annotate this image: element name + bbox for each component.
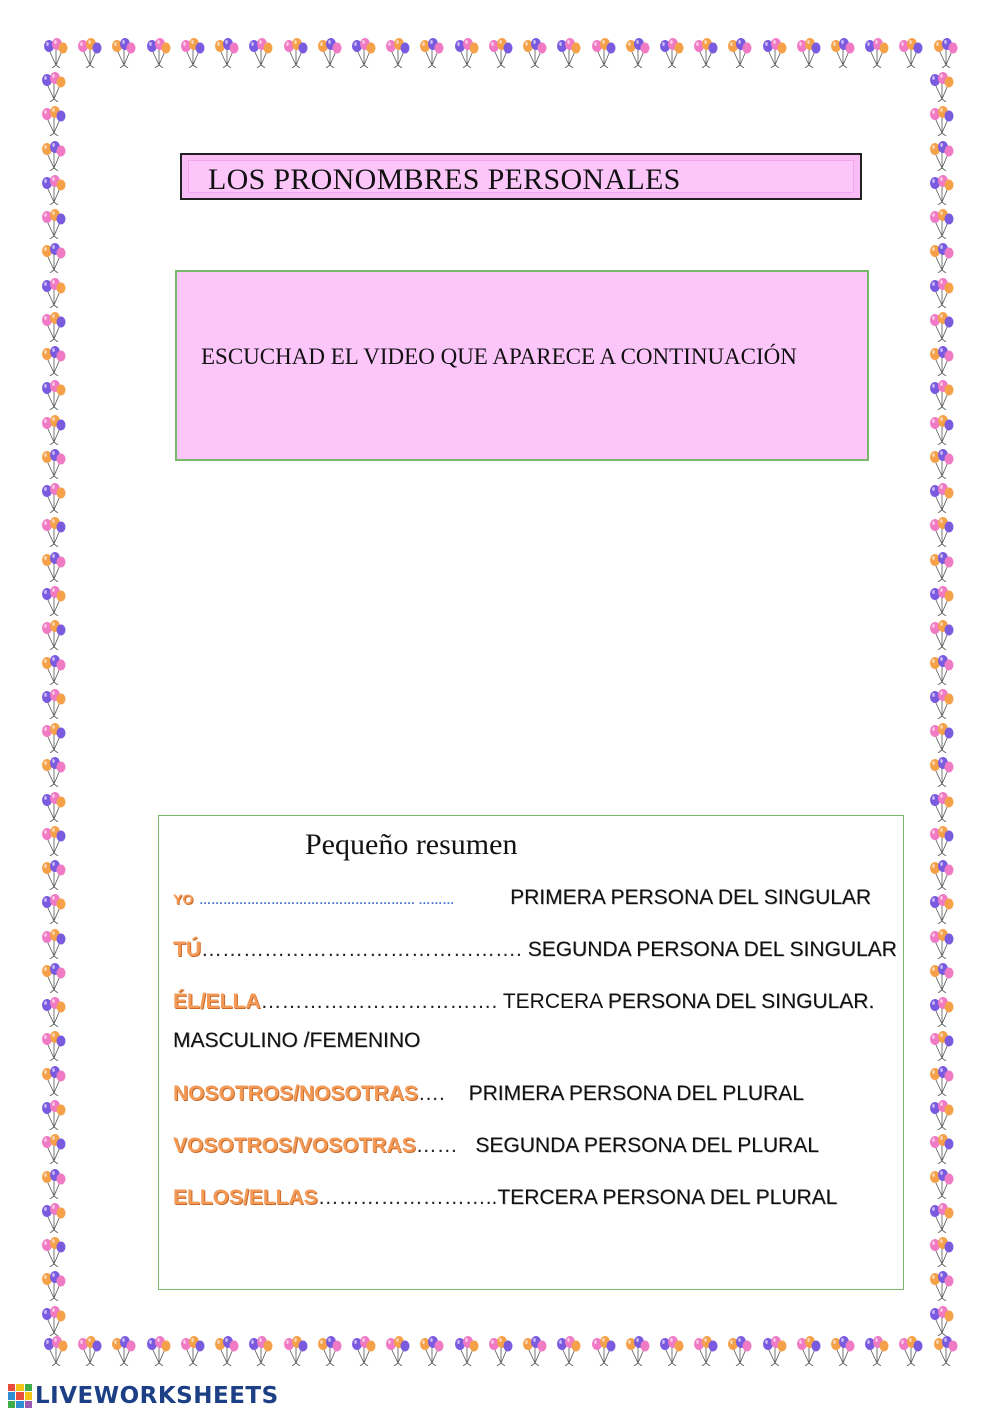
balloon-cluster-icon bbox=[38, 1237, 68, 1267]
pronoun-label: YO bbox=[173, 891, 194, 907]
page-title: LOS PRONOMBRES PERSONALES bbox=[208, 163, 681, 196]
balloon-cluster-icon bbox=[38, 894, 68, 924]
balloon-cluster-icon bbox=[895, 1336, 925, 1366]
balloon-cluster-icon bbox=[38, 1169, 68, 1199]
instruction-text: ESCUCHAD EL VIDEO QUE APARECE A CONTINUACIÓN bbox=[201, 344, 797, 369]
balloon-cluster-icon bbox=[656, 1336, 686, 1366]
balloon-cluster-icon bbox=[177, 1336, 207, 1366]
pronoun-description-part: TERCERA bbox=[502, 990, 602, 1013]
balloon-cluster-icon bbox=[553, 1336, 583, 1366]
balloon-cluster-icon bbox=[519, 38, 549, 68]
balloon-cluster-icon bbox=[926, 380, 956, 410]
balloon-cluster-icon bbox=[451, 38, 481, 68]
balloon-cluster-icon bbox=[724, 1336, 754, 1366]
balloon-cluster-icon bbox=[382, 1336, 412, 1366]
balloon-cluster-icon bbox=[926, 449, 956, 479]
balloon-cluster-icon bbox=[314, 38, 344, 68]
dotted-line: ……………………………. bbox=[260, 990, 498, 1013]
balloon-cluster-icon bbox=[926, 1271, 956, 1301]
pronoun-description: SEGUNDA PERSONA DEL PLURAL bbox=[475, 1134, 819, 1157]
balloon-cluster-icon bbox=[38, 757, 68, 787]
balloon-cluster-icon bbox=[38, 106, 68, 136]
dotted-line: …………………….. bbox=[317, 1186, 498, 1209]
balloon-cluster-icon bbox=[926, 826, 956, 856]
balloon-cluster-icon bbox=[926, 312, 956, 342]
balloon-cluster-icon bbox=[38, 517, 68, 547]
balloon-cluster-icon bbox=[926, 860, 956, 890]
balloon-cluster-icon bbox=[926, 517, 956, 547]
pronoun-label: ÉL/ELLA bbox=[173, 990, 261, 1013]
balloon-cluster-icon bbox=[930, 1336, 960, 1366]
balloon-cluster-icon bbox=[40, 1336, 70, 1366]
summary-row-tu bbox=[173, 938, 897, 962]
balloon-cluster-icon bbox=[38, 209, 68, 239]
balloon-cluster-icon bbox=[38, 723, 68, 753]
dotted-line: ………………………………………. bbox=[201, 938, 522, 961]
balloon-cluster-icon bbox=[38, 1203, 68, 1233]
balloon-cluster-icon bbox=[38, 415, 68, 445]
dotted-line: …. bbox=[418, 1082, 445, 1105]
balloon-cluster-icon bbox=[759, 1336, 789, 1366]
balloon-cluster-icon bbox=[926, 243, 956, 273]
balloon-cluster-icon bbox=[40, 38, 70, 68]
pronoun-description: SEGUNDA PERSONA DEL SINGULAR bbox=[527, 938, 897, 961]
pronoun-label: TÚ bbox=[173, 938, 201, 961]
balloon-cluster-icon bbox=[926, 278, 956, 308]
pronoun-label: ELLOS/ELLAS bbox=[173, 1186, 318, 1209]
balloon-cluster-icon bbox=[926, 757, 956, 787]
balloon-cluster-icon bbox=[926, 209, 956, 239]
balloon-cluster-icon bbox=[74, 1336, 104, 1366]
balloon-cluster-icon bbox=[622, 38, 652, 68]
dotted-line: …… bbox=[415, 1134, 458, 1157]
balloon-cluster-icon bbox=[827, 38, 857, 68]
balloon-cluster-icon bbox=[926, 1100, 956, 1130]
balloon-cluster-icon bbox=[588, 1336, 618, 1366]
balloon-cluster-icon bbox=[930, 38, 960, 68]
balloon-cluster-icon bbox=[38, 620, 68, 650]
balloon-cluster-icon bbox=[588, 38, 618, 68]
balloon-cluster-icon bbox=[38, 1306, 68, 1336]
summary-row-yo bbox=[173, 886, 871, 910]
balloon-cluster-icon bbox=[38, 792, 68, 822]
balloon-cluster-icon bbox=[926, 1134, 956, 1164]
balloon-cluster-icon bbox=[348, 1336, 378, 1366]
balloon-cluster-icon bbox=[926, 106, 956, 136]
balloon-cluster-icon bbox=[926, 1031, 956, 1061]
summary-box bbox=[158, 815, 904, 1290]
balloon-cluster-icon bbox=[245, 1336, 275, 1366]
balloon-cluster-icon bbox=[38, 483, 68, 513]
balloon-cluster-icon bbox=[416, 38, 446, 68]
balloon-cluster-icon bbox=[245, 38, 275, 68]
balloon-cluster-icon bbox=[724, 38, 754, 68]
balloon-cluster-icon bbox=[926, 620, 956, 650]
balloon-cluster-icon bbox=[793, 38, 823, 68]
border-bottom bbox=[40, 1336, 960, 1370]
border-right bbox=[926, 72, 960, 1336]
balloon-cluster-icon bbox=[38, 1100, 68, 1130]
balloon-cluster-icon bbox=[926, 346, 956, 376]
balloon-cluster-icon bbox=[690, 1336, 720, 1366]
instruction-box bbox=[175, 270, 869, 461]
balloon-cluster-icon bbox=[926, 141, 956, 171]
balloon-cluster-icon bbox=[926, 1169, 956, 1199]
summary-row-nosotros bbox=[173, 1082, 804, 1106]
balloon-cluster-icon bbox=[348, 38, 378, 68]
balloon-cluster-icon bbox=[861, 38, 891, 68]
balloon-cluster-icon bbox=[108, 38, 138, 68]
summary-row-el-ella-gender bbox=[173, 1029, 420, 1053]
balloon-cluster-icon bbox=[690, 38, 720, 68]
balloon-cluster-icon bbox=[211, 1336, 241, 1366]
balloon-cluster-icon bbox=[926, 1306, 956, 1336]
balloon-cluster-icon bbox=[895, 38, 925, 68]
balloon-cluster-icon bbox=[926, 997, 956, 1027]
balloon-cluster-icon bbox=[38, 655, 68, 685]
balloon-cluster-icon bbox=[926, 929, 956, 959]
title-box bbox=[180, 153, 862, 200]
balloon-cluster-icon bbox=[926, 1203, 956, 1233]
summary-row-ellos bbox=[173, 1186, 837, 1210]
balloon-cluster-icon bbox=[382, 38, 412, 68]
balloon-cluster-icon bbox=[38, 860, 68, 890]
balloon-cluster-icon bbox=[38, 1031, 68, 1061]
balloon-cluster-icon bbox=[143, 1336, 173, 1366]
balloon-cluster-icon bbox=[926, 1066, 956, 1096]
balloon-cluster-icon bbox=[38, 141, 68, 171]
summary-row-el-ella bbox=[173, 990, 874, 1014]
summary-heading: Pequeño resumen bbox=[305, 828, 518, 861]
border-left bbox=[38, 72, 72, 1336]
pronoun-label: VOSOTROS/VOSOTRAS bbox=[173, 1134, 416, 1157]
balloon-cluster-icon bbox=[485, 1336, 515, 1366]
balloon-cluster-icon bbox=[485, 38, 515, 68]
balloon-cluster-icon bbox=[38, 72, 68, 102]
balloon-cluster-icon bbox=[38, 689, 68, 719]
balloon-cluster-icon bbox=[926, 1237, 956, 1267]
pronoun-description: TERCERA PERSONA DEL PLURAL bbox=[497, 1186, 838, 1209]
balloon-cluster-icon bbox=[759, 38, 789, 68]
balloon-cluster-icon bbox=[74, 38, 104, 68]
balloon-cluster-icon bbox=[416, 1336, 446, 1366]
balloon-cluster-icon bbox=[38, 312, 68, 342]
balloon-cluster-icon bbox=[38, 175, 68, 205]
balloon-cluster-icon bbox=[38, 963, 68, 993]
balloon-cluster-icon bbox=[926, 72, 956, 102]
pronoun-description-line2: MASCULINO /FEMENINO bbox=[173, 1029, 421, 1052]
pronoun-label: NOSOTROS/NOSOTRAS bbox=[173, 1082, 419, 1105]
balloon-cluster-icon bbox=[656, 38, 686, 68]
balloon-cluster-icon bbox=[280, 38, 310, 68]
summary-row-vosotros bbox=[173, 1134, 819, 1158]
balloon-cluster-icon bbox=[143, 38, 173, 68]
logo-text: LIVEWORKSHEETS bbox=[35, 1383, 279, 1409]
balloon-cluster-icon bbox=[861, 1336, 891, 1366]
balloon-cluster-icon bbox=[827, 1336, 857, 1366]
pronoun-description: PRIMERA PERSONA DEL SINGULAR bbox=[510, 886, 872, 909]
balloon-cluster-icon bbox=[519, 1336, 549, 1366]
border-top bbox=[40, 38, 960, 72]
balloon-cluster-icon bbox=[211, 38, 241, 68]
balloon-cluster-icon bbox=[280, 1336, 310, 1366]
liveworksheets-logo[interactable] bbox=[8, 1381, 279, 1411]
balloon-cluster-icon bbox=[38, 278, 68, 308]
balloon-cluster-icon bbox=[926, 689, 956, 719]
balloon-cluster-icon bbox=[926, 655, 956, 685]
balloon-cluster-icon bbox=[926, 894, 956, 924]
balloon-cluster-icon bbox=[38, 1066, 68, 1096]
balloon-cluster-icon bbox=[926, 963, 956, 993]
balloon-cluster-icon bbox=[926, 723, 956, 753]
balloon-cluster-icon bbox=[793, 1336, 823, 1366]
balloon-cluster-icon bbox=[451, 1336, 481, 1366]
balloon-cluster-icon bbox=[553, 38, 583, 68]
balloon-cluster-icon bbox=[38, 1134, 68, 1164]
liveworksheets-grid-icon bbox=[8, 1384, 32, 1408]
pronoun-description: PRIMERA PERSONA DEL PLURAL bbox=[468, 1082, 804, 1105]
balloon-cluster-icon bbox=[38, 346, 68, 376]
balloon-cluster-icon bbox=[926, 586, 956, 616]
balloon-cluster-icon bbox=[926, 552, 956, 582]
balloon-cluster-icon bbox=[38, 826, 68, 856]
balloon-cluster-icon bbox=[38, 997, 68, 1027]
balloon-cluster-icon bbox=[38, 929, 68, 959]
balloon-cluster-icon bbox=[926, 483, 956, 513]
balloon-cluster-icon bbox=[926, 175, 956, 205]
balloon-cluster-icon bbox=[622, 1336, 652, 1366]
balloon-cluster-icon bbox=[38, 243, 68, 273]
balloon-cluster-icon bbox=[108, 1336, 138, 1366]
balloon-cluster-icon bbox=[177, 38, 207, 68]
balloon-cluster-icon bbox=[926, 415, 956, 445]
balloon-cluster-icon bbox=[38, 586, 68, 616]
balloon-cluster-icon bbox=[38, 552, 68, 582]
dotted-line: ……………………………………………… ……… bbox=[199, 893, 455, 907]
balloon-cluster-icon bbox=[314, 1336, 344, 1366]
balloon-cluster-icon bbox=[38, 449, 68, 479]
balloon-cluster-icon bbox=[38, 1271, 68, 1301]
pronoun-description-part: PERSONA DEL SINGULAR. bbox=[607, 990, 875, 1013]
balloon-cluster-icon bbox=[38, 380, 68, 410]
balloon-cluster-icon bbox=[926, 792, 956, 822]
